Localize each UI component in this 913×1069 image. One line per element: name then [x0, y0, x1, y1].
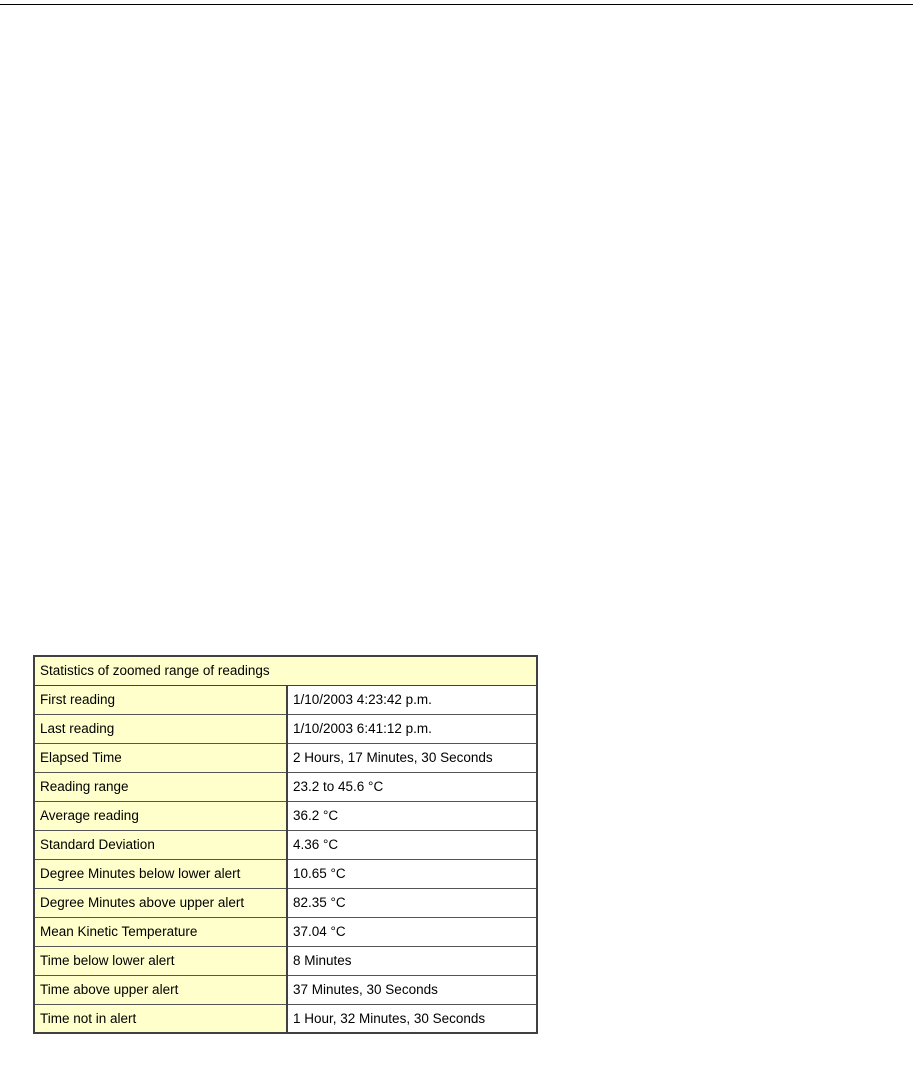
- table-row: [34, 859, 537, 888]
- row-value: 36.2 °C: [287, 801, 537, 830]
- table-row: [34, 830, 537, 859]
- row-value: 1 Hour, 32 Minutes, 30 Seconds: [287, 1004, 537, 1033]
- table-row: [34, 1004, 537, 1033]
- row-value: 37.04 °C: [287, 917, 537, 946]
- row-label: Average reading: [34, 801, 287, 830]
- table-row: [34, 917, 537, 946]
- row-value: 1/10/2003 6:41:12 p.m.: [287, 714, 537, 743]
- row-value: 10.65 °C: [287, 859, 537, 888]
- row-label: Mean Kinetic Temperature: [34, 917, 287, 946]
- row-label: Reading range: [34, 772, 287, 801]
- row-label: Time above upper alert: [34, 975, 287, 1004]
- statistics-table: [33, 655, 538, 1034]
- table-title: Statistics of zoomed range of readings: [34, 656, 537, 685]
- table-row: [34, 975, 537, 1004]
- table-row: [34, 685, 537, 714]
- row-value: 4.36 °C: [287, 830, 537, 859]
- row-value: 2 Hours, 17 Minutes, 30 Seconds: [287, 743, 537, 772]
- row-label: Time not in alert: [34, 1004, 287, 1033]
- table-row: [34, 714, 537, 743]
- row-label: First reading: [34, 685, 287, 714]
- row-label: Elapsed Time: [34, 743, 287, 772]
- row-value: 23.2 to 45.6 °C: [287, 772, 537, 801]
- table-row: [34, 801, 537, 830]
- row-label: Time below lower alert: [34, 946, 287, 975]
- row-label: Last reading: [34, 714, 287, 743]
- row-label: Degree Minutes below lower alert: [34, 859, 287, 888]
- table-row: [34, 743, 537, 772]
- row-value: 1/10/2003 4:23:42 p.m.: [287, 685, 537, 714]
- row-value: 82.35 °C: [287, 888, 537, 917]
- top-divider: [0, 4, 913, 5]
- row-value: 8 Minutes: [287, 946, 537, 975]
- row-value: 37 Minutes, 30 Seconds: [287, 975, 537, 1004]
- row-label: Degree Minutes above upper alert: [34, 888, 287, 917]
- row-label: Standard Deviation: [34, 830, 287, 859]
- table-row: [34, 946, 537, 975]
- table-row: [34, 772, 537, 801]
- table-header-row: [34, 656, 537, 685]
- table-row: [34, 888, 537, 917]
